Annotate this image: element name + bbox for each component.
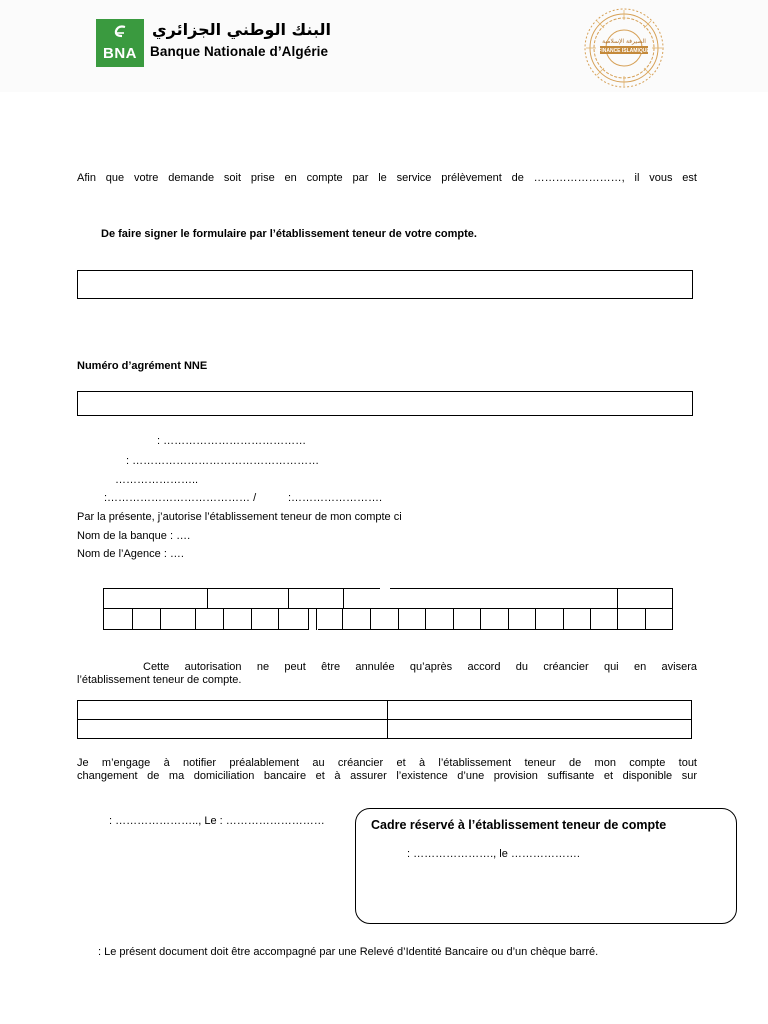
field-line-3[interactable]: …………………..: [115, 474, 199, 486]
reserved-title: Cadre réservé à l’établissement teneur de compte: [371, 818, 667, 832]
creditor-box[interactable]: [77, 270, 693, 299]
seal-label: FINANCE ISLAMIQUE: [598, 48, 650, 54]
reserved-place-date[interactable]: : …………………., le ……………….: [407, 848, 580, 860]
table-cell[interactable]: [388, 701, 692, 720]
bna-logo-mark-icon: [110, 23, 130, 43]
bank-name: Banque Nationale d’Algérie: [150, 44, 329, 59]
table-cell[interactable]: [78, 720, 388, 739]
finance-islamique-seal: [582, 6, 666, 90]
place-date-field[interactable]: : ………………….., Le : ………………………: [109, 815, 325, 827]
commitment-line-2: changement de ma domiciliation bancaire et à assurer l’existence d’une provision suffisante et disponible sur: [77, 770, 697, 782]
revocation-line-2: l’établissement teneur de compte.: [77, 674, 242, 686]
bna-logo: [96, 19, 144, 67]
seal-arabic-text: الصيرفة الإسلامية: [602, 38, 646, 45]
instruction-text: De faire signer le formulaire par l’établissement teneur de votre compte.: [101, 228, 477, 240]
field-line-4b[interactable]: :…………………….: [288, 492, 383, 504]
revocation-line-1: Cette autorisation ne peut être annulée qu’après accord du créancier qui en avisera: [143, 661, 697, 673]
table-cell[interactable]: [388, 720, 692, 739]
commitment-line-1: Je m’engage à notifier préalablement au créancier et à l’établissement teneur de mon compte tout: [77, 757, 697, 769]
nne-label: Numéro d’agrément NNE: [77, 360, 208, 372]
authorization-text: Par la présente, j’autorise l’établissement teneur de mon compte ci: [77, 511, 402, 523]
rib-grid: [102, 587, 674, 631]
nne-box[interactable]: [77, 391, 693, 416]
footer-note: : Le présent document doit être accompagné par une Relevé d’Identité Bancaire ou d’un chèque barré.: [98, 946, 599, 958]
agency-name-field: Nom de l’Agence : ….: [77, 548, 184, 560]
bank-name-arabic: البنك الوطني الجزائري: [152, 20, 331, 39]
field-line-4a[interactable]: :………………………………… /: [104, 492, 257, 504]
table-cell[interactable]: [78, 701, 388, 720]
intro-line: Afin que votre demande soit prise en compte par le service prélèvement de ……………………, il vous est: [77, 172, 697, 184]
field-line-2[interactable]: : ……………………………………………: [126, 455, 320, 467]
bank-name-field[interactable]: Nom de la banque : ….: [77, 530, 191, 542]
reserved-frame: [355, 808, 737, 924]
field-line-1[interactable]: : …………………………………: [157, 435, 307, 447]
bna-logo-text: BNA: [103, 45, 137, 62]
info-table: [77, 700, 692, 739]
